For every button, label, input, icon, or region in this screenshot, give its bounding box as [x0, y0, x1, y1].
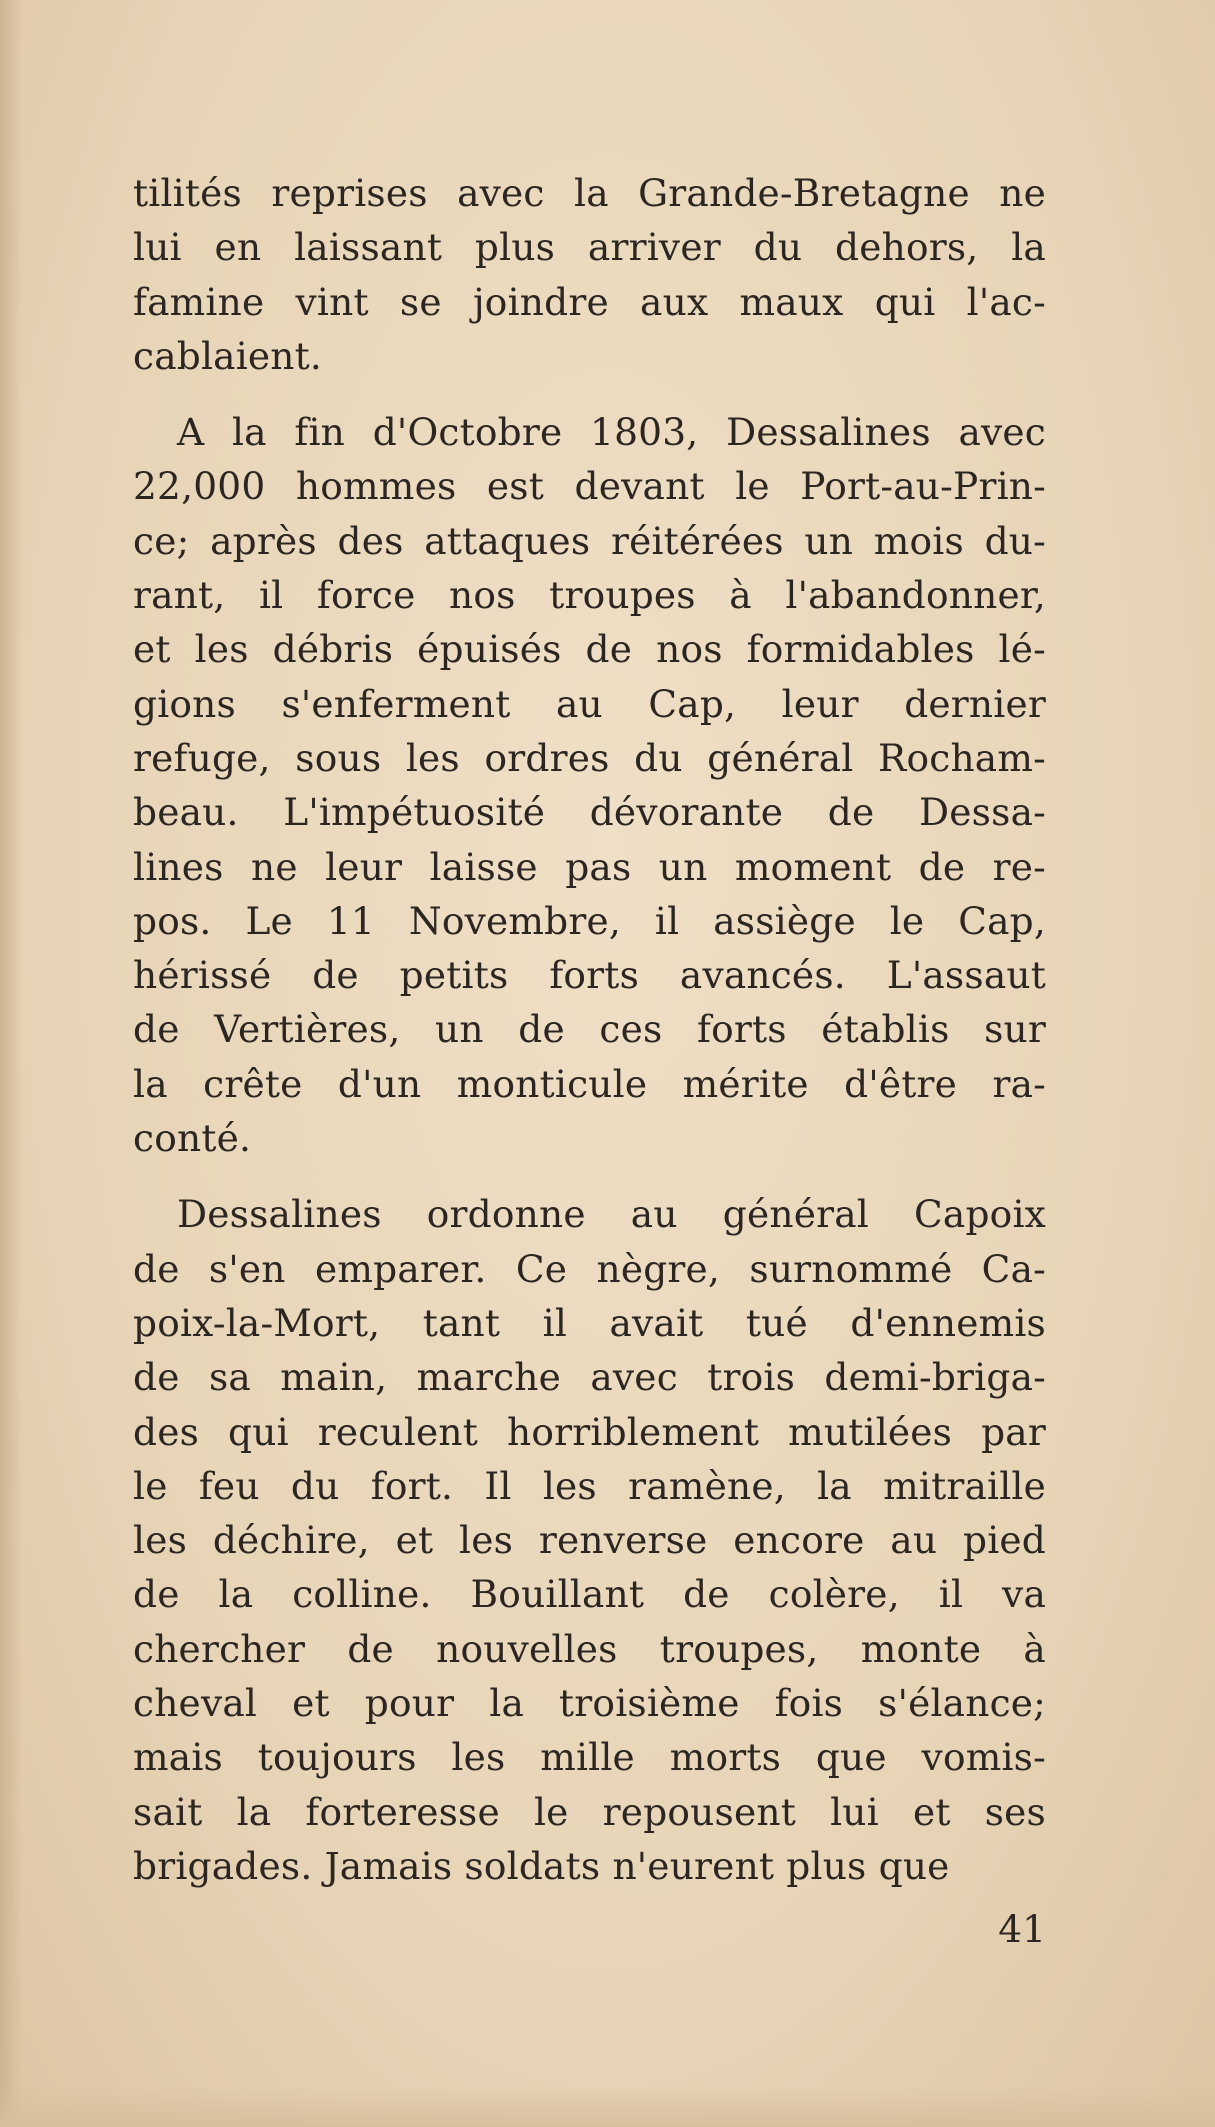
text-line: rant, il force nos troupes à l'abandonner, [133, 573, 1046, 618]
text-line: chercher de nouvelles troupes, monte à [133, 1626, 1046, 1671]
text-line: sait la forteresse le repousent lui et ses [133, 1789, 1046, 1834]
page-edge-shadow [0, 0, 22, 2127]
text-line: famine vint se joindre aux maux qui l'ac- [133, 279, 1046, 324]
text-line: ce; après des attaques réitérées un mois du- [133, 518, 1046, 563]
text-line: lines ne leur laisse pas un moment de re- [133, 844, 1046, 889]
text-line: beau. L'impétuosité dévorante de Dessa- [133, 790, 1046, 835]
text-line: conté. [133, 1116, 252, 1161]
text-line: de la colline. Bouillant de colère, il va [133, 1572, 1046, 1617]
paragraph-1 [133, 166, 1046, 383]
text-line: cablaient. [133, 333, 323, 378]
paragraph-3 [133, 1187, 1046, 1893]
body-text [133, 166, 1046, 1893]
text-line: tilités reprises avec la Grande-Bretagne ne [133, 171, 1046, 215]
text-line: les déchire, et les renverse encore au pied [133, 1518, 1046, 1563]
text-line: lui en laissant plus arriver du dehors, la [133, 225, 1046, 270]
text-line: hérissé de petits forts avancés. L'assaut [133, 953, 1046, 998]
text-line: refuge, sous les ordres du général Rocham- [133, 735, 1046, 780]
text-line: gions s'enferment au Cap, leur dernier [133, 681, 1046, 726]
page-bottom-shadow [0, 2087, 1215, 2127]
text-line: poix-la-Mort, tant il avait tué d'ennemis [133, 1300, 1046, 1345]
text-line: de sa main, marche avec trois demi-briga- [133, 1355, 1046, 1400]
text-line: de Vertières, un de ces forts établis sur [133, 1007, 1046, 1052]
text-line: pos. Le 11 Novembre, il assiège le Cap, [133, 898, 1046, 943]
text-line: et les débris épuisés de nos formidables lé- [133, 627, 1046, 672]
text-line: 22,000 hommes est devant le Port-au-Prin- [133, 464, 1046, 509]
paragraph-2 [133, 405, 1046, 1165]
text-line: Dessalines ordonne au général Capoix [177, 1192, 1046, 1237]
page-number: 41 [998, 1907, 1046, 1951]
text-line: A la fin d'Octobre 1803, Dessalines avec [177, 410, 1046, 455]
text-line: cheval et pour la troisième fois s'élance; [133, 1681, 1046, 1726]
text-line: brigades. Jamais soldats n'eurent plus que [133, 1843, 950, 1888]
text-line: des qui reculent horriblement mutilées par [133, 1409, 1046, 1454]
text-line: de s'en emparer. Ce nègre, surnommé Ca- [133, 1246, 1046, 1291]
text-line: le feu du fort. Il les ramène, la mitraille [133, 1463, 1046, 1508]
text-line: mais toujours les mille morts que vomis- [133, 1735, 1046, 1780]
text-line: la crête d'un monticule mérite d'être ra- [133, 1061, 1046, 1106]
